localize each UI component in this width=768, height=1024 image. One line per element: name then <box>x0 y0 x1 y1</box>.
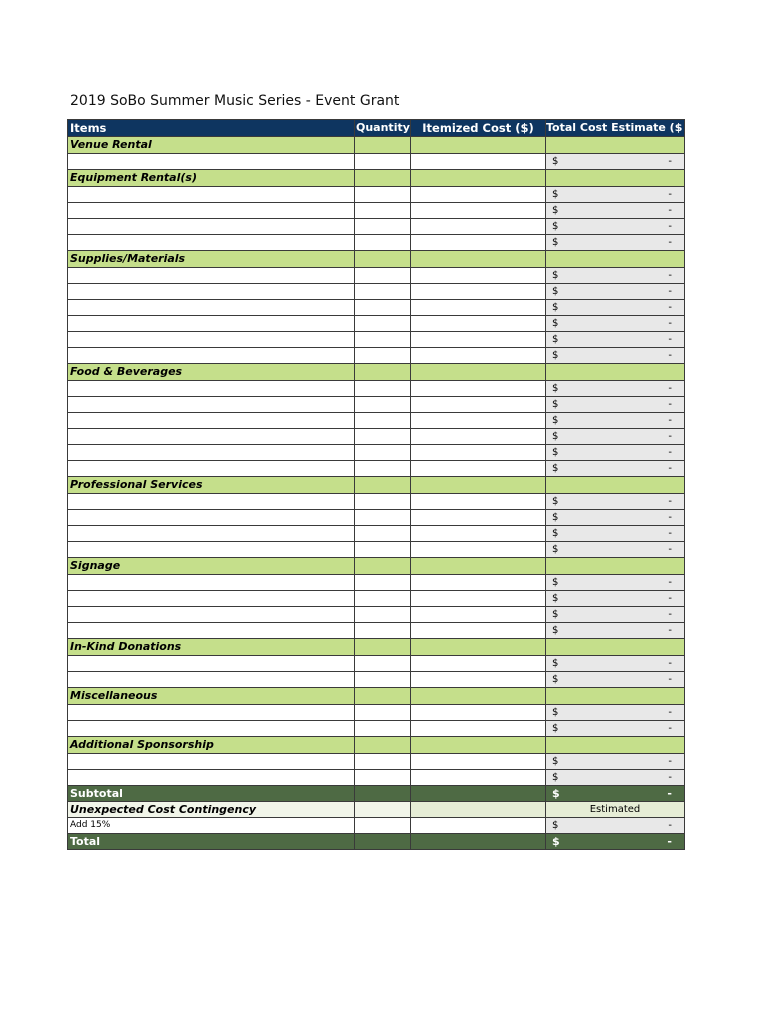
item-quantity-cell[interactable] <box>355 591 411 607</box>
total-row <box>68 834 685 850</box>
item-name-cell[interactable] <box>68 510 355 526</box>
currency-symbol: $ <box>552 496 559 507</box>
item-row <box>68 672 685 688</box>
item-total-cell[interactable] <box>546 575 685 591</box>
currency-symbol: $ <box>552 772 559 783</box>
item-row <box>68 770 685 786</box>
item-name-cell[interactable] <box>68 623 355 639</box>
item-quantity-cell[interactable] <box>355 510 411 526</box>
item-total-cell[interactable] <box>546 316 685 332</box>
amount-value: - <box>668 189 672 200</box>
item-name-cell[interactable] <box>68 316 355 332</box>
subtotal-itemized-cell[interactable] <box>411 786 546 802</box>
amount-value: - <box>668 447 672 458</box>
amount-value: - <box>668 772 672 783</box>
item-quantity-cell[interactable] <box>355 607 411 623</box>
currency-symbol: $ <box>552 189 559 200</box>
category-itemized-cell <box>411 137 546 154</box>
item-row <box>68 705 685 721</box>
item-itemized-cost-cell[interactable] <box>411 219 546 235</box>
item-row <box>68 494 685 510</box>
currency-symbol: $ <box>552 577 559 588</box>
category-itemized-cell <box>411 364 546 381</box>
amount-value: - <box>668 318 672 329</box>
item-quantity-cell[interactable] <box>355 381 411 397</box>
amount-value: - <box>668 463 672 474</box>
category-itemized-cell <box>411 251 546 268</box>
item-quantity-cell[interactable] <box>355 754 411 770</box>
item-total-cell[interactable] <box>546 219 685 235</box>
total-itemized-cell[interactable] <box>411 834 546 850</box>
item-total-cell[interactable] <box>546 591 685 607</box>
item-row <box>68 526 685 542</box>
total-quantity-cell[interactable] <box>355 834 411 850</box>
contingency-quantity-cell[interactable] <box>355 802 411 818</box>
category-itemized-cell <box>411 170 546 187</box>
item-total-cell[interactable] <box>546 381 685 397</box>
category-quantity-cell <box>355 558 411 575</box>
category-row <box>68 639 685 656</box>
category-quantity-cell <box>355 137 411 154</box>
category-quantity-cell <box>355 364 411 381</box>
currency-symbol: $ <box>552 674 559 685</box>
item-quantity-cell[interactable] <box>355 268 411 284</box>
item-total-cell[interactable] <box>546 284 685 300</box>
amount-value: - <box>668 383 672 394</box>
item-total-cell[interactable] <box>546 154 685 170</box>
currency-symbol: $ <box>552 658 559 669</box>
add-percent-amount-cell[interactable] <box>546 818 685 834</box>
currency-symbol: $ <box>552 318 559 329</box>
item-name-cell[interactable] <box>68 397 355 413</box>
item-total-cell[interactable] <box>546 623 685 639</box>
category-row <box>68 137 685 154</box>
amount-value: - <box>668 415 672 426</box>
item-quantity-cell[interactable] <box>355 284 411 300</box>
item-total-cell[interactable] <box>546 187 685 203</box>
subtotal-currency: $ <box>552 787 560 800</box>
add-percent-value: - <box>668 820 672 831</box>
item-total-cell[interactable] <box>546 348 685 364</box>
category-total-cell <box>546 737 685 754</box>
contingency-itemized-cell[interactable] <box>411 802 546 818</box>
add-percent-label: Add 15% <box>68 818 355 834</box>
item-name-cell[interactable] <box>68 187 355 203</box>
amount-value: - <box>668 350 672 361</box>
item-total-cell[interactable] <box>546 770 685 786</box>
category-quantity-cell <box>355 737 411 754</box>
category-quantity-cell <box>355 688 411 705</box>
item-total-cell[interactable] <box>546 332 685 348</box>
item-itemized-cost-cell[interactable] <box>411 235 546 251</box>
subtotal-value: - <box>667 787 672 800</box>
category-row <box>68 688 685 705</box>
item-row <box>68 510 685 526</box>
item-row <box>68 203 685 219</box>
item-itemized-cost-cell[interactable] <box>411 203 546 219</box>
item-row <box>68 268 685 284</box>
category-row <box>68 251 685 268</box>
item-row <box>68 607 685 623</box>
header-quantity: Quantity <box>355 120 411 137</box>
item-name-cell[interactable] <box>68 300 355 316</box>
category-row <box>68 364 685 381</box>
page-title: 2019 SoBo Summer Music Series - Event Grant <box>70 93 400 109</box>
item-total-cell[interactable] <box>546 268 685 284</box>
amount-value: - <box>668 302 672 313</box>
currency-symbol: $ <box>552 528 559 539</box>
item-total-cell[interactable] <box>546 235 685 251</box>
category-total-cell <box>546 477 685 494</box>
item-name-cell[interactable] <box>68 672 355 688</box>
item-row <box>68 461 685 477</box>
total-value: - <box>667 835 672 848</box>
amount-value: - <box>668 593 672 604</box>
item-itemized-cost-cell[interactable] <box>411 623 546 639</box>
item-name-cell[interactable] <box>68 770 355 786</box>
amount-value: - <box>668 625 672 636</box>
item-row <box>68 429 685 445</box>
item-name-cell[interactable] <box>68 754 355 770</box>
currency-symbol: $ <box>552 156 559 167</box>
currency-symbol: $ <box>552 593 559 604</box>
category-quantity-cell <box>355 251 411 268</box>
item-total-cell[interactable] <box>546 397 685 413</box>
item-row <box>68 575 685 591</box>
currency-symbol: $ <box>552 302 559 313</box>
item-itemized-cost-cell[interactable] <box>411 429 546 445</box>
item-itemized-cost-cell[interactable] <box>411 381 546 397</box>
category-row <box>68 170 685 187</box>
item-row <box>68 721 685 737</box>
header-items: Items <box>68 120 355 137</box>
category-quantity-cell <box>355 170 411 187</box>
item-quantity-cell[interactable] <box>355 429 411 445</box>
item-row <box>68 445 685 461</box>
subtotal-amount-cell[interactable] <box>546 786 685 802</box>
item-quantity-cell[interactable] <box>355 721 411 737</box>
item-name-cell[interactable] <box>68 203 355 219</box>
item-name-cell[interactable] <box>68 154 355 170</box>
category-quantity-cell <box>355 477 411 494</box>
item-name-cell[interactable] <box>68 575 355 591</box>
item-itemized-cost-cell[interactable] <box>411 607 546 623</box>
item-itemized-cost-cell[interactable] <box>411 591 546 607</box>
category-label: Signage <box>68 558 355 575</box>
item-itemized-cost-cell[interactable] <box>411 526 546 542</box>
item-itemized-cost-cell[interactable] <box>411 154 546 170</box>
item-row <box>68 187 685 203</box>
item-total-cell[interactable] <box>546 461 685 477</box>
item-quantity-cell[interactable] <box>355 575 411 591</box>
total-label: Total <box>68 834 355 850</box>
currency-symbol: $ <box>552 756 559 767</box>
item-quantity-cell[interactable] <box>355 235 411 251</box>
category-row <box>68 737 685 754</box>
currency-symbol: $ <box>552 350 559 361</box>
category-itemized-cell <box>411 688 546 705</box>
item-itemized-cost-cell[interactable] <box>411 461 546 477</box>
currency-symbol: $ <box>552 334 559 345</box>
item-row <box>68 656 685 672</box>
amount-value: - <box>668 399 672 410</box>
add-percent-itemized-cell[interactable] <box>411 818 546 834</box>
currency-symbol: $ <box>552 415 559 426</box>
item-quantity-cell[interactable] <box>355 413 411 429</box>
category-total-cell <box>546 364 685 381</box>
item-quantity-cell[interactable] <box>355 656 411 672</box>
item-name-cell[interactable] <box>68 656 355 672</box>
item-total-cell[interactable] <box>546 705 685 721</box>
item-itemized-cost-cell[interactable] <box>411 494 546 510</box>
amount-value: - <box>668 756 672 767</box>
item-total-cell[interactable] <box>546 203 685 219</box>
budget-table <box>67 119 685 850</box>
contingency-note: Estimated <box>546 802 685 818</box>
category-total-cell <box>546 639 685 656</box>
item-row <box>68 235 685 251</box>
amount-value: - <box>668 270 672 281</box>
add-percent-row <box>68 818 685 834</box>
item-name-cell[interactable] <box>68 381 355 397</box>
category-total-cell <box>546 558 685 575</box>
currency-symbol: $ <box>552 221 559 232</box>
item-quantity-cell[interactable] <box>355 187 411 203</box>
item-name-cell[interactable] <box>68 526 355 542</box>
currency-symbol: $ <box>552 205 559 216</box>
amount-value: - <box>668 221 672 232</box>
item-total-cell[interactable] <box>546 429 685 445</box>
item-total-cell[interactable] <box>546 510 685 526</box>
currency-symbol: $ <box>552 625 559 636</box>
category-itemized-cell <box>411 477 546 494</box>
add-percent-currency: $ <box>552 820 559 831</box>
amount-value: - <box>668 544 672 555</box>
item-row <box>68 348 685 364</box>
category-total-cell <box>546 251 685 268</box>
currency-symbol: $ <box>552 512 559 523</box>
category-label: In-Kind Donations <box>68 639 355 656</box>
item-name-cell[interactable] <box>68 429 355 445</box>
currency-symbol: $ <box>552 544 559 555</box>
category-itemized-cell <box>411 737 546 754</box>
category-total-cell <box>546 137 685 154</box>
item-quantity-cell[interactable] <box>355 348 411 364</box>
item-total-cell[interactable] <box>546 542 685 558</box>
item-row <box>68 542 685 558</box>
currency-symbol: $ <box>552 431 559 442</box>
item-row <box>68 397 685 413</box>
item-itemized-cost-cell[interactable] <box>411 348 546 364</box>
item-total-cell[interactable] <box>546 494 685 510</box>
item-itemized-cost-cell[interactable] <box>411 268 546 284</box>
item-quantity-cell[interactable] <box>355 397 411 413</box>
currency-symbol: $ <box>552 609 559 620</box>
total-currency: $ <box>552 835 560 848</box>
item-quantity-cell[interactable] <box>355 623 411 639</box>
currency-symbol: $ <box>552 286 559 297</box>
item-row <box>68 300 685 316</box>
header-total-cost: Total Cost Estimate ($ <box>546 120 685 137</box>
subtotal-quantity-cell[interactable] <box>355 786 411 802</box>
item-itemized-cost-cell[interactable] <box>411 316 546 332</box>
item-quantity-cell[interactable] <box>355 705 411 721</box>
item-itemized-cost-cell[interactable] <box>411 187 546 203</box>
item-row <box>68 623 685 639</box>
item-total-cell[interactable] <box>546 413 685 429</box>
category-total-cell <box>546 170 685 187</box>
item-itemized-cost-cell[interactable] <box>411 510 546 526</box>
item-itemized-cost-cell[interactable] <box>411 656 546 672</box>
item-quantity-cell[interactable] <box>355 219 411 235</box>
category-label: Miscellaneous <box>68 688 355 705</box>
item-name-cell[interactable] <box>68 461 355 477</box>
item-name-cell[interactable] <box>68 591 355 607</box>
item-itemized-cost-cell[interactable] <box>411 300 546 316</box>
currency-symbol: $ <box>552 723 559 734</box>
item-itemized-cost-cell[interactable] <box>411 672 546 688</box>
amount-value: - <box>668 512 672 523</box>
item-name-cell[interactable] <box>68 445 355 461</box>
item-quantity-cell[interactable] <box>355 316 411 332</box>
amount-value: - <box>668 334 672 345</box>
category-label: Supplies/Materials <box>68 251 355 268</box>
currency-symbol: $ <box>552 447 559 458</box>
currency-symbol: $ <box>552 383 559 394</box>
item-total-cell[interactable] <box>546 672 685 688</box>
table-header-row <box>68 120 685 137</box>
item-itemized-cost-cell[interactable] <box>411 445 546 461</box>
item-row <box>68 754 685 770</box>
item-itemized-cost-cell[interactable] <box>411 705 546 721</box>
item-name-cell[interactable] <box>68 235 355 251</box>
category-row <box>68 558 685 575</box>
category-itemized-cell <box>411 558 546 575</box>
category-itemized-cell <box>411 639 546 656</box>
item-row <box>68 154 685 170</box>
amount-value: - <box>668 237 672 248</box>
contingency-row <box>68 802 685 818</box>
item-name-cell[interactable] <box>68 607 355 623</box>
category-label: Food & Beverages <box>68 364 355 381</box>
amount-value: - <box>668 286 672 297</box>
amount-value: - <box>668 723 672 734</box>
subtotal-label: Subtotal <box>68 786 355 802</box>
item-total-cell[interactable] <box>546 607 685 623</box>
subtotal-row <box>68 786 685 802</box>
item-name-cell[interactable] <box>68 219 355 235</box>
amount-value: - <box>668 496 672 507</box>
item-quantity-cell[interactable] <box>355 526 411 542</box>
category-quantity-cell <box>355 639 411 656</box>
amount-value: - <box>668 431 672 442</box>
item-itemized-cost-cell[interactable] <box>411 754 546 770</box>
item-itemized-cost-cell[interactable] <box>411 721 546 737</box>
item-total-cell[interactable] <box>546 656 685 672</box>
item-row <box>68 316 685 332</box>
currency-symbol: $ <box>552 270 559 281</box>
amount-value: - <box>668 658 672 669</box>
item-row <box>68 284 685 300</box>
item-quantity-cell[interactable] <box>355 494 411 510</box>
amount-value: - <box>668 609 672 620</box>
item-name-cell[interactable] <box>68 332 355 348</box>
item-name-cell[interactable] <box>68 542 355 558</box>
amount-value: - <box>668 156 672 167</box>
header-itemized-cost: Itemized Cost ($) <box>411 120 546 137</box>
item-row <box>68 381 685 397</box>
item-total-cell[interactable] <box>546 445 685 461</box>
amount-value: - <box>668 577 672 588</box>
item-quantity-cell[interactable] <box>355 154 411 170</box>
item-name-cell[interactable] <box>68 268 355 284</box>
item-itemized-cost-cell[interactable] <box>411 284 546 300</box>
category-total-cell <box>546 688 685 705</box>
category-label: Equipment Rental(s) <box>68 170 355 187</box>
item-quantity-cell[interactable] <box>355 300 411 316</box>
item-name-cell[interactable] <box>68 494 355 510</box>
item-total-cell[interactable] <box>546 526 685 542</box>
category-label: Professional Services <box>68 477 355 494</box>
amount-value: - <box>668 707 672 718</box>
item-itemized-cost-cell[interactable] <box>411 397 546 413</box>
item-itemized-cost-cell[interactable] <box>411 575 546 591</box>
item-name-cell[interactable] <box>68 348 355 364</box>
item-quantity-cell[interactable] <box>355 770 411 786</box>
amount-value: - <box>668 674 672 685</box>
currency-symbol: $ <box>552 237 559 248</box>
item-row <box>68 413 685 429</box>
item-row <box>68 591 685 607</box>
total-amount-cell[interactable] <box>546 834 685 850</box>
item-itemized-cost-cell[interactable] <box>411 332 546 348</box>
item-itemized-cost-cell[interactable] <box>411 770 546 786</box>
item-row <box>68 219 685 235</box>
category-row <box>68 477 685 494</box>
currency-symbol: $ <box>552 463 559 474</box>
item-quantity-cell[interactable] <box>355 461 411 477</box>
item-name-cell[interactable] <box>68 284 355 300</box>
item-itemized-cost-cell[interactable] <box>411 542 546 558</box>
item-quantity-cell[interactable] <box>355 672 411 688</box>
amount-value: - <box>668 528 672 539</box>
item-row <box>68 332 685 348</box>
currency-symbol: $ <box>552 399 559 410</box>
add-percent-quantity-cell[interactable] <box>355 818 411 834</box>
category-label: Additional Sponsorship <box>68 737 355 754</box>
item-itemized-cost-cell[interactable] <box>411 413 546 429</box>
item-quantity-cell[interactable] <box>355 203 411 219</box>
contingency-label: Unexpected Cost Contingency <box>68 802 355 818</box>
item-name-cell[interactable] <box>68 413 355 429</box>
item-quantity-cell[interactable] <box>355 445 411 461</box>
item-name-cell[interactable] <box>68 705 355 721</box>
currency-symbol: $ <box>552 707 559 718</box>
item-total-cell[interactable] <box>546 300 685 316</box>
item-total-cell[interactable] <box>546 721 685 737</box>
item-total-cell[interactable] <box>546 754 685 770</box>
item-quantity-cell[interactable] <box>355 332 411 348</box>
amount-value: - <box>668 205 672 216</box>
item-quantity-cell[interactable] <box>355 542 411 558</box>
category-label: Venue Rental <box>68 137 355 154</box>
item-name-cell[interactable] <box>68 721 355 737</box>
